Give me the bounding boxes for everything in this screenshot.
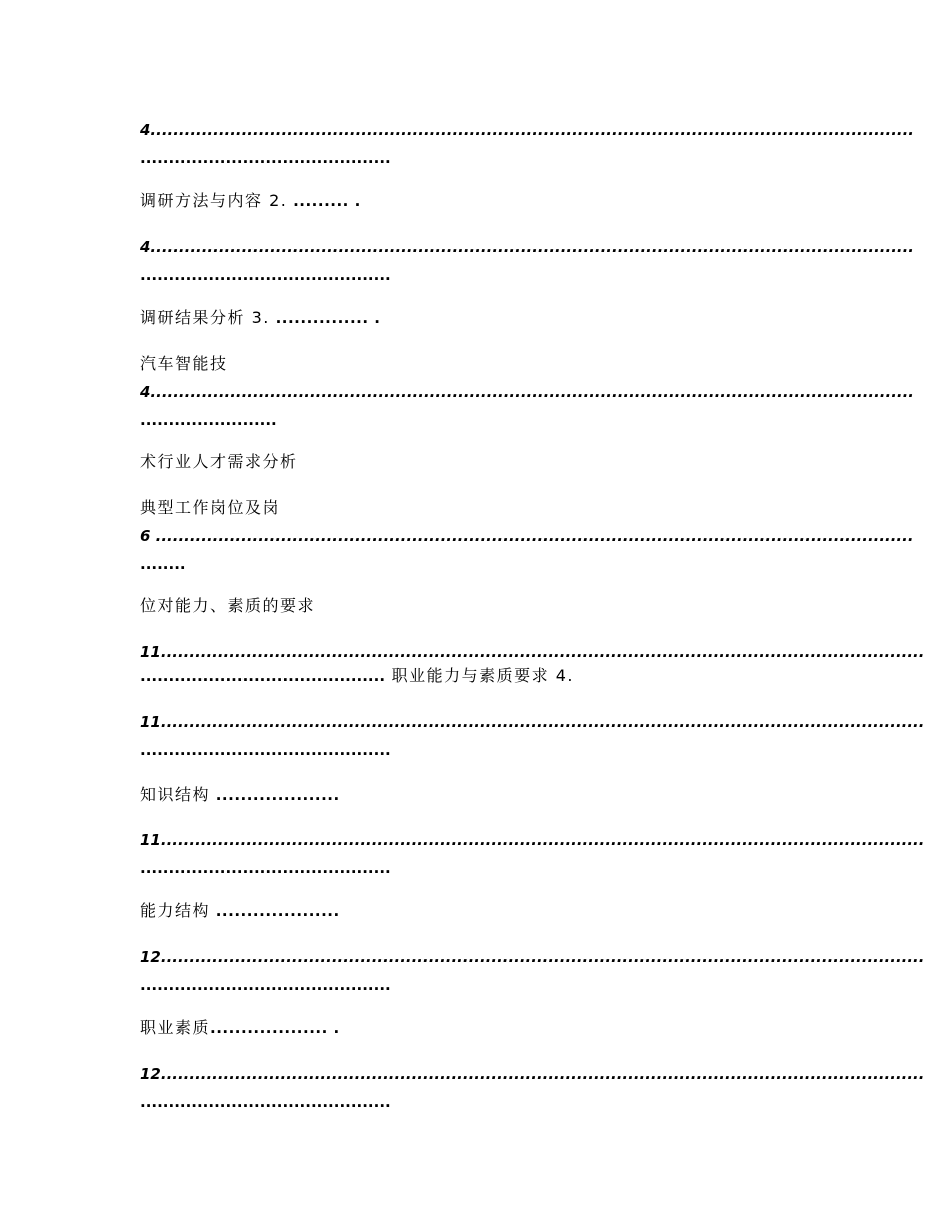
toc-entry-talent-demand — [140, 452, 298, 472]
toc-dot-leader-continuation: ............................................ — [140, 1093, 391, 1111]
toc-entry-leader: ................... . — [210, 1019, 340, 1037]
toc-entry-leader: ......... . — [287, 192, 361, 210]
toc-entry-label: 调研结果分析 3. — [140, 308, 270, 327]
toc-dot-leader: 12...................................................................................................................................... — [140, 1065, 925, 1083]
toc-dot-leader-continuation: ........ — [140, 555, 186, 573]
toc-entry-label: 调研方法与内容 2. — [140, 191, 288, 210]
toc-dot-leader: 6 ..................................................................................................................................... — [140, 527, 914, 545]
toc-entry-label: 术行业人才需求分析 — [140, 452, 298, 471]
toc-dot-leader-continuation: ............................................ — [140, 859, 391, 877]
toc-dot-leader: 11...................................................................................................................................... — [140, 831, 925, 849]
toc-dot-leader-continuation: ............................................ — [140, 266, 391, 284]
toc-entry-label: 能力结构 — [140, 901, 211, 920]
toc-entry-position-requirements — [140, 596, 315, 616]
toc-dot-leader: 4...................................................................................................................................... — [140, 121, 915, 139]
toc-dot-leader: 12...................................................................................................................................... — [140, 948, 925, 966]
toc-entry-label: 典型工作岗位及岗 — [140, 498, 281, 517]
toc-entry-label: 职业素质 — [140, 1018, 211, 1037]
toc-entry-label-fragment — [140, 498, 280, 518]
toc-entry-vocational-ability — [140, 666, 574, 686]
toc-entry-leader: .................... — [210, 902, 340, 920]
toc-entry-research-results — [140, 308, 380, 328]
toc-dot-leader-continuation: ............................................ — [140, 741, 391, 759]
toc-entry-label: 汽车智能技 — [140, 354, 228, 373]
toc-entry-label: 职业能力与素质要求 4. — [385, 666, 574, 685]
toc-dot-leader-continuation: ............................................ — [140, 976, 391, 994]
toc-entry-leader: ............... . — [269, 309, 381, 327]
toc-entry-knowledge-structure — [140, 785, 340, 805]
toc-entry-professional-quality — [140, 1018, 340, 1038]
toc-dot-leader: 11...................................................................................................................................... — [140, 713, 925, 731]
toc-entry-label: 知识结构 — [140, 785, 211, 804]
toc-entry-label-fragment — [140, 354, 228, 374]
toc-dot-leader-continuation: ............................................ — [140, 149, 391, 167]
toc-entry-label: 位对能力、素质的要求 — [140, 596, 316, 615]
toc-dot-leader-continuation: ........................ — [140, 411, 277, 429]
toc-entry-ability-structure — [140, 901, 340, 921]
toc-entry-research-methods — [140, 191, 361, 211]
toc-dot-leader: 4...................................................................................................................................... — [140, 238, 915, 256]
toc-dot-leader-continuation: ........................................... — [140, 667, 386, 685]
toc-dot-leader: 4...................................................................................................................................... — [140, 383, 915, 401]
toc-dot-leader: 11...................................................................................................................................... — [140, 643, 925, 661]
toc-entry-leader: .................... — [210, 786, 340, 804]
